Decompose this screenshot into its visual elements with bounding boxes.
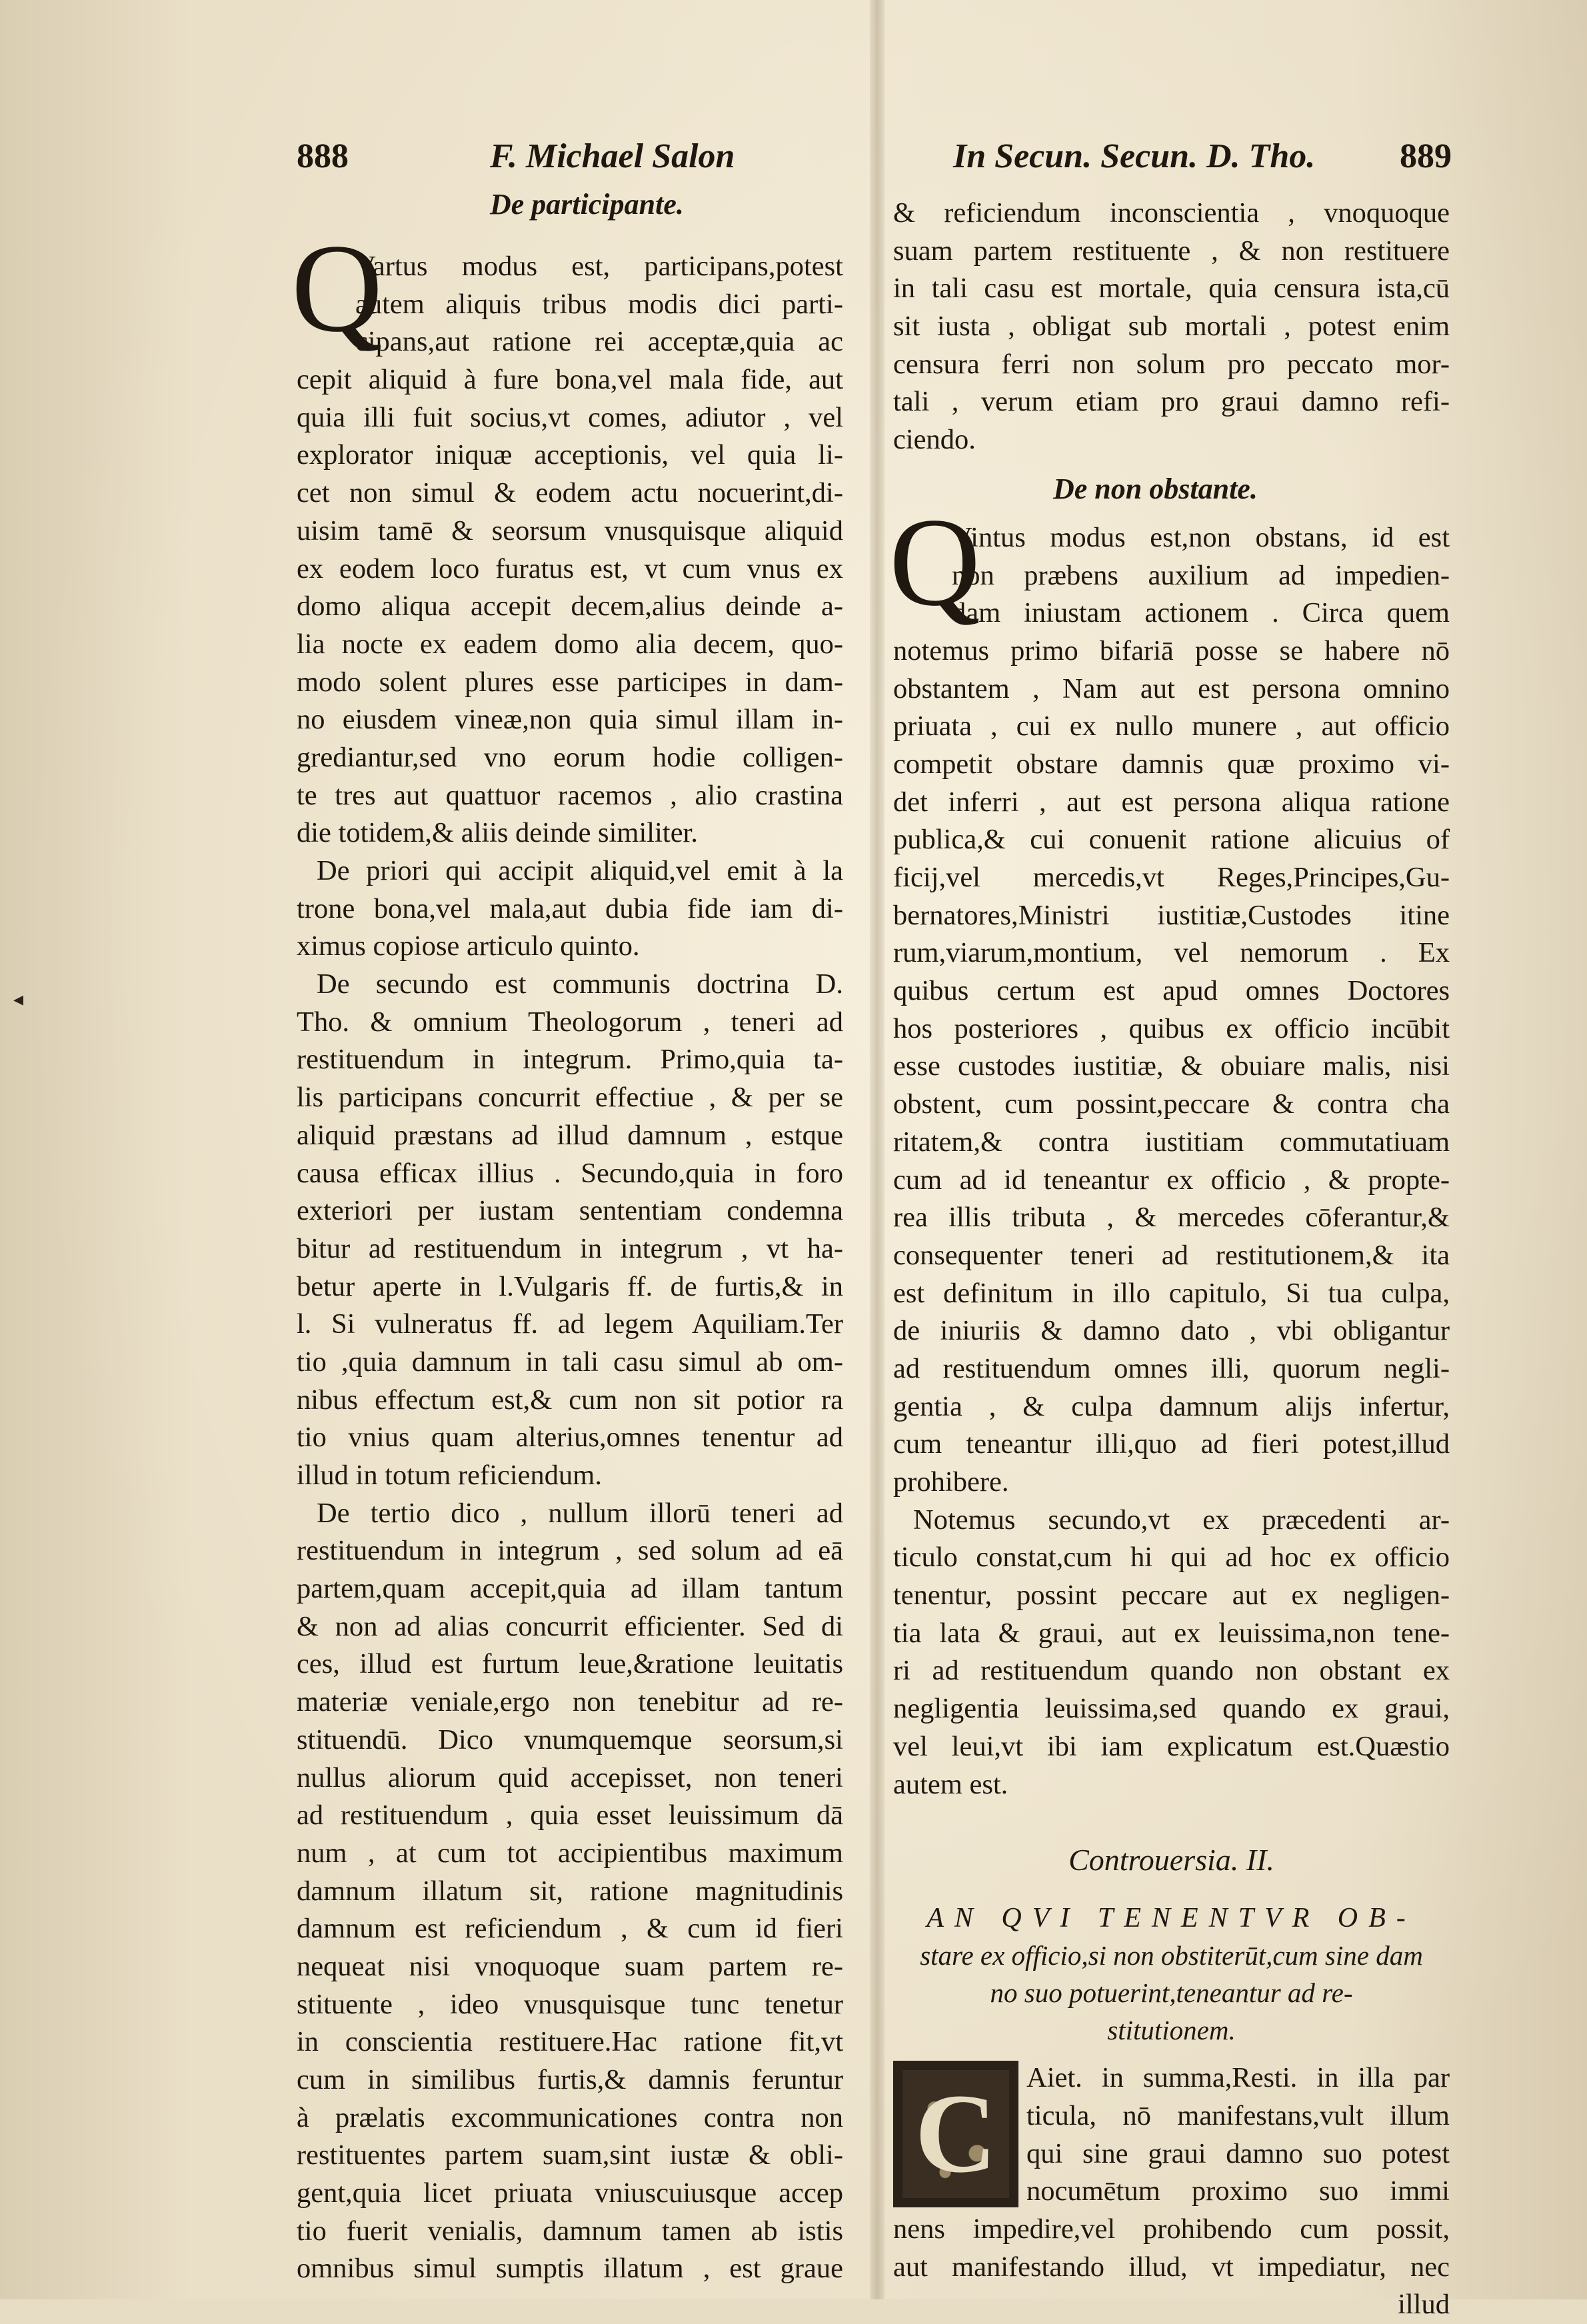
text-line: grediantur,sed vno eorum hodie colligen- [297, 741, 843, 773]
paragraph [297, 852, 843, 966]
text-line: aliquid præstans ad illud damnum , estque [297, 1119, 843, 1151]
paragraph [291, 219, 843, 852]
text-line: priuata , cui ex nullo munere , aut officio [893, 710, 1450, 742]
text-line: competit obstare damnis quæ proximo vi- [893, 748, 1450, 780]
text-line: qui sine graui damno suo potest [1026, 2137, 1450, 2169]
paragraph [893, 1502, 1450, 1804]
text-line: materiæ veniale,ergo non tenebitur ad re- [297, 1686, 843, 1718]
text-line: bernatores,Ministri iustitiæ,Custodes itine [893, 899, 1450, 931]
text-line: ficij,vel mercedis,vt Reges,Principes,Gu- [893, 862, 1450, 893]
ornamental-initial [893, 2061, 1018, 2207]
text-line: explorator iniquæ acceptionis, vel quia li- [297, 439, 843, 471]
text-line: causa efficax illius . Secundo,quia in foro [297, 1157, 843, 1189]
margin-mark: ◂ [13, 988, 24, 1010]
text-line: in tali casu est mortale, quia censura ista,cū [893, 273, 1450, 305]
question-title-line: stitutionem. [1107, 2015, 1236, 2046]
drop-capital: Q [291, 219, 383, 359]
text-line: autem est. [893, 1768, 1008, 1800]
question-title-line: stare ex officio,si non obstiterūt,cum sine dam [920, 1940, 1423, 1971]
text-line: De tertio dico , nullum illorū teneri ad [317, 1497, 843, 1529]
paragraph [893, 2059, 1450, 2286]
text-line: autem aliquis tribus modis dici parti- [355, 288, 843, 320]
right-column [889, 195, 1450, 2324]
text-line: vel leui,vt ibi iam explicatum est.Quæstio [893, 1730, 1450, 1762]
text-line: ad restituendum omnes illi, quorum negli- [893, 1352, 1450, 1384]
question-title [893, 1899, 1450, 2049]
text-line: dam iniustam actionem . Circa quem [952, 597, 1450, 629]
text-line: omnibus simul sumptis illatum , est graue [297, 2253, 843, 2285]
text-line: hos posteriores , quibus ex officio incūbit [893, 1012, 1450, 1044]
text-line: tio fuerit venialis, damnum tamen ab istis [297, 2215, 843, 2247]
text-line: num , at cum tot accipientibus maximum [297, 1837, 843, 1869]
text-line: nibus effectum est,& cum non sit potior ra [297, 1384, 843, 1416]
text-line: tia lata & graui, aut ex leuissima,non tene- [893, 1617, 1450, 1649]
text-line: aut manifestando illud, vt impediatur, nec [893, 2251, 1450, 2283]
text-line: cum in similibus furtis,& damnis feruntur [297, 2064, 843, 2095]
book-gutter [870, 0, 884, 2299]
left-page-number: 888 [297, 137, 349, 175]
text-line: nens impedire,vel prohibendo cum possit, [893, 2213, 1450, 2245]
text-line: cum teneantur illi,quo ad fieri potest,illud [893, 1428, 1450, 1460]
text-line: te tres aut quattuor racemos , alio crastina [297, 779, 843, 811]
text-line: de iniuriis & damno dato , vbi obligantur [893, 1315, 1450, 1347]
text-line: obstantem , Nam aut est persona omnino [893, 672, 1450, 704]
text-line: nequeat nisi vnoquoque suam partem re- [297, 1950, 843, 1982]
text-line: & reficiendum inconscientia , vnoquoque [893, 197, 1450, 229]
text-line: ex eodem loco furatus est, vt cum vnus ex [297, 553, 843, 584]
text-line: domo aliqua accepit decem,alius deinde a- [297, 590, 843, 622]
text-line: bitur ad restituendum in integrum , vt ha- [297, 1232, 843, 1264]
text-line: partem,quam accepit,quia ad illam tantum [297, 1573, 843, 1605]
text-line: à prælatis excommunicationes contra non [297, 2101, 843, 2133]
text-line: betur aperte in l.Vulgaris ff. de furtis,& in [297, 1270, 843, 1302]
text-line: ticula, nō manifestans,vult illum [1026, 2099, 1450, 2131]
text-line: sit iusta , obligat sub mortali , potest enim [893, 311, 1450, 343]
text-line: consequenter teneri ad restitutionem,& ita [893, 1239, 1450, 1271]
text-line: tenentur, possint peccare aut ex negligen- [893, 1580, 1450, 1612]
text-line: nocumētum proximo suo immi [1026, 2175, 1450, 2207]
text-line: Tho. & omnium Theologorum , teneri ad [297, 1006, 843, 1038]
right-running-head: In Secun. Secun. D. Tho. [953, 137, 1316, 175]
drop-capital: Q [889, 492, 981, 632]
text-line: trone bona,vel mala,aut dubia fide iam di- [297, 892, 843, 924]
text-line: uisim tamē & seorsum vnusquisque aliquid [297, 515, 843, 547]
text-line: negligentia leuissima,sed quando ex graui, [893, 1693, 1450, 1725]
paragraph [297, 1495, 843, 2288]
text-line: cet non simul & eodem actu nocuerint,di- [297, 477, 843, 509]
left-running-head: F. Michael Salon [490, 137, 735, 175]
paragraph [297, 966, 843, 1495]
text-line: prohibere. [893, 1466, 1009, 1498]
question-title-line: AN QVI TENENTVR OB- [926, 1903, 1416, 1934]
text-line: De priori qui accipit aliquid,vel emit à la [317, 855, 843, 886]
catchword: illud [1398, 2289, 1450, 2321]
text-line: restituendum in integrum , sed solum ad eā [297, 1535, 843, 1567]
text-line: De secundo est communis doctrina D. [317, 968, 843, 1000]
text-line: est definitum in illo capitulo, Si tua culpa, [893, 1277, 1450, 1309]
text-line: modo solent plures esse participes in dam- [297, 666, 843, 698]
text-line: Notemus secundo,vt ex præcedenti ar- [913, 1504, 1450, 1536]
text-line: ces, illud est furtum leue,&ratione leuitatis [297, 1648, 843, 1680]
text-line: Vartus modus est, participans,potest [355, 251, 843, 282]
controversia-heading: Controuersia. II. [1068, 1843, 1274, 1877]
paragraph [889, 492, 1450, 1502]
text-line: cepit aliquid à fure bona,vel mala fide, aut [297, 364, 843, 396]
text-line: lia nocte ex eadem domo alia decem, quo- [297, 628, 843, 660]
section-heading-participante: De participante. [490, 188, 684, 221]
text-line: notemus primo bifariā posse se habere nō [893, 634, 1450, 666]
text-line: gentia , & culpa damnum alijs infertur, [893, 1390, 1450, 1422]
text-line: rum,viarum,montium, vel nemorum . Ex [893, 937, 1450, 969]
right-page-number: 889 [1400, 137, 1452, 175]
text-line: stituendū. Dico vnumquemque seorsum,si [297, 1724, 843, 1755]
text-line: die totidem,& aliis deinde similiter. [297, 817, 698, 849]
text-line: damnum illatum sit, ratione magnitudinis [297, 1875, 843, 1907]
text-line: in conscientia restituere.Hac ratione fit,vt [297, 2026, 843, 2058]
text-line: gent,quia licet priuata vniuscuiusque accep [297, 2177, 843, 2209]
text-line: cum ad id teneantur ex officio , & propte- [893, 1164, 1450, 1196]
text-line: stituente , ideo vnusquisque tunc tenetur [297, 1988, 843, 2020]
text-line: nullus aliorum quid accepisset, non teneri [297, 1761, 843, 1793]
text-line: publica,& cui conuenit ratione alicuius of [893, 824, 1450, 856]
question-title-line: no suo potuerint,teneantur ad re- [990, 1977, 1353, 2009]
text-line: suam partem restituente , & non restituere [893, 235, 1450, 267]
text-line: exteriori per iustam sententiam condemna [297, 1195, 843, 1227]
text-line: restituendum in integrum. Primo,quia ta- [297, 1044, 843, 1076]
text-line: no eiusdem vineæ,non quia simul illam in- [297, 704, 843, 736]
text-line: tio ,quia damnum in tali casu simul ab om- [297, 1346, 843, 1378]
text-line: tio vnius quam alterius,omnes tenentur ad [297, 1422, 843, 1454]
text-line: quia illi fuit socius,vt comes, adiutor , vel [297, 401, 843, 433]
text-line: det inferri , aut est persona aliqua ratione [893, 786, 1450, 818]
text-line: ri ad restituendum quando non obstant ex [893, 1655, 1450, 1687]
text-line: Vintus modus est,non obstans, id est [952, 521, 1450, 553]
ornamental-initial-letter: C [914, 2071, 997, 2197]
text-line: damnum est reficiendum , & cum id fieri [297, 1913, 843, 1945]
text-line: tali , verum etiam pro graui damno refi- [893, 386, 1450, 418]
text-line: censura ferri non solum pro peccato mor- [893, 348, 1450, 380]
text-line: l. Si vulneratus ff. ad legem Aquiliam.Ter [297, 1308, 843, 1340]
text-line: esse custodes iustitiæ, & obuiare malis, nisi [893, 1050, 1450, 1082]
continuation-paragraph [893, 195, 1450, 459]
text-line: Aiet. in summa,Resti. in illa par [1026, 2062, 1450, 2094]
text-line: illud in totum reficiendum. [297, 1460, 602, 1491]
text-line: obstent, cum possint,peccare & contra cha [893, 1088, 1450, 1120]
text-line: cipans,aut ratione rei acceptæ,quia ac [355, 326, 843, 358]
section-heading-non-obstante: De non obstante. [1053, 472, 1258, 505]
text-line: rea illis tributa , & mercedes cōferantur,& [893, 1202, 1450, 1234]
text-line: & non ad alias concurrit efficienter. Sed di [297, 1610, 843, 1642]
text-line: lis participans concurrit effectiue , & per se [297, 1082, 843, 1114]
text-line: ciendo. [893, 424, 976, 456]
text-line: non præbens auxilium ad impedien- [952, 559, 1450, 591]
text-line: ritatem,& contra iustitiam commutatiuam [893, 1126, 1450, 1158]
text-line: quibus certum est apud omnes Doctores [893, 975, 1450, 1007]
left-column [291, 181, 843, 2288]
text-line: ticulo constat,cum hi qui ad hoc ex officio [893, 1542, 1450, 1574]
text-line: ximus copiose articulo quinto. [297, 930, 640, 962]
text-line: restituentes partem suam,sint iustæ & obli- [297, 2139, 843, 2171]
text-line: ad restituendum , quia esset leuissimum dā [297, 1799, 843, 1831]
